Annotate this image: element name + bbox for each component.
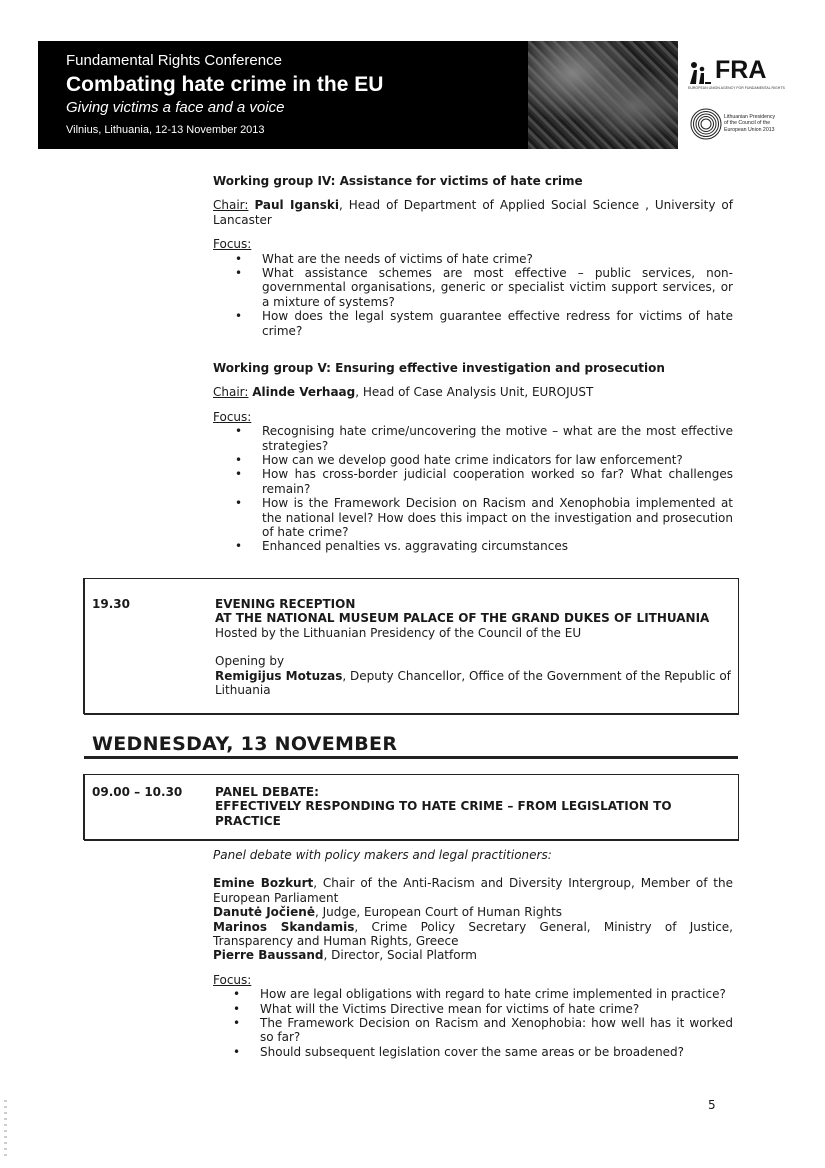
day-heading: WEDNESDAY, 13 NOVEMBER xyxy=(92,733,398,755)
banner-text xyxy=(66,51,383,137)
reception-host: Hosted by the Lithuanian Presidency of the Council of the EU xyxy=(215,625,582,640)
conference-name: Fundamental Rights Conference xyxy=(66,52,282,69)
reception-title-2: AT THE NATIONAL MUSEUM PALACE OF THE GRAND DUKES OF LITHUANIA xyxy=(215,611,710,626)
wg5-heading: Working group V: Ensuring effective investigation and prosecution xyxy=(213,361,665,375)
focus-label: Focus: xyxy=(213,409,252,424)
chair-role: , Head of Case Analysis Unit, EUROJUST xyxy=(355,385,594,400)
chair-label: Chair: xyxy=(213,198,249,213)
chair-label: Chair: xyxy=(213,385,249,400)
list-item: • What will the Victims Directive mean for victims of hate crime? xyxy=(260,1002,733,1016)
conference-title: Combating hate crime in the EU xyxy=(66,73,384,96)
list-item: • Recognising hate crime/uncovering the motive – what are the most effective strategies? xyxy=(262,424,733,453)
fra-tagline: EUROPEAN UNION AGENCY FOR FUNDAMENTAL RIGHTS xyxy=(688,86,785,90)
speaker xyxy=(213,876,733,905)
list-item: • How are legal obligations with regard to hate crime implemented in practice? xyxy=(260,987,733,1001)
speaker xyxy=(213,920,733,949)
panel-time: 09.00 – 10.30 xyxy=(92,785,183,799)
list-item: • Enhanced penalties vs. aggravating circumstances xyxy=(262,539,733,553)
fra-logo xyxy=(688,58,798,94)
reception-details xyxy=(215,597,733,697)
chair-role: , Head of Department of Applied Social Science , University of Lancaster xyxy=(213,198,733,227)
opener-name: Remigijus Motuzas xyxy=(215,668,343,683)
speaker xyxy=(213,905,733,919)
list-item: • How does the legal system guarantee effective redress for victims of hate crime? xyxy=(262,309,733,338)
panel-box xyxy=(84,774,739,840)
scan-edge-marks xyxy=(4,1100,7,1160)
working-group-5 xyxy=(213,361,733,554)
panel-title-1: PANEL DEBATE: xyxy=(215,785,319,799)
fra-wordmark: FRA xyxy=(715,56,767,84)
speaker-role: , Director, Social Platform xyxy=(323,948,477,963)
reception-box xyxy=(84,578,739,714)
panel-intro: Panel debate with policy makers and legal practitioners: xyxy=(213,848,552,862)
speaker-role: , Judge, European Court of Human Rights xyxy=(314,905,563,920)
wg4-focus-list xyxy=(213,252,733,338)
panel-title-2: EFFECTIVELY RESPONDING TO HATE CRIME – FROM LEGISLATION TO PRACTICE xyxy=(215,799,672,828)
conference-banner xyxy=(38,41,678,149)
focus-label: Focus: xyxy=(213,237,252,252)
mosaic-image xyxy=(528,41,678,149)
list-item: • How has cross-border judicial cooperation worked so far? What challenges remain? xyxy=(262,467,733,496)
list-item: • How is the Framework Decision on Racism and Xenophobia implemented at the national level? How does this impact on the investigation and prosecution of hate crime? xyxy=(262,496,733,539)
fra-figure-icon xyxy=(688,60,712,84)
panel-details xyxy=(213,848,733,1059)
opener xyxy=(215,669,733,698)
day-divider xyxy=(84,756,738,759)
list-item: • What assistance schemes are most effective – public services, non-governmental organisations, generic or specialist victim support services, or a mixture of systems? xyxy=(262,266,733,309)
conference-subtitle: Giving victims a face and a voice xyxy=(66,99,285,116)
speaker-name: Danutė Jočienė xyxy=(213,905,315,920)
focus-label: Focus: xyxy=(213,972,252,987)
presidency-logo xyxy=(690,108,800,142)
chair-name: Paul Iganski xyxy=(254,198,339,213)
speaker xyxy=(213,948,733,962)
reception-time: 19.30 xyxy=(92,597,130,611)
panel-focus-list xyxy=(213,987,733,1059)
wg4-heading: Working group IV: Assistance for victims of hate crime xyxy=(213,174,583,188)
speaker-name: Emine Bozkurt xyxy=(213,876,314,891)
speaker-name: Marinos Skandamis xyxy=(213,919,355,934)
conference-location: Vilnius, Lithuania, 12-13 November 2013 xyxy=(66,124,265,136)
speaker-name: Pierre Baussand xyxy=(213,948,324,963)
reception-title-1: EVENING RECEPTION xyxy=(215,597,356,611)
speaker-role: , Chair of the Anti-Racism and Diversity Intergroup, Member of the European Parliament xyxy=(213,876,733,905)
wg4-chair xyxy=(213,198,733,227)
working-group-4 xyxy=(213,174,733,338)
chair-name: Alinde Verhaag xyxy=(252,385,356,400)
list-item: • The Framework Decision on Racism and Xenophobia: how well has it worked so far? xyxy=(260,1016,733,1045)
wg5-chair xyxy=(213,385,733,399)
list-item: • What are the needs of victims of hate crime? xyxy=(262,252,733,266)
panel-title xyxy=(215,785,733,828)
opener-role: , Deputy Chancellor, Office of the Government of the Republic of Lithuania xyxy=(215,668,731,698)
page-number: 5 xyxy=(708,1098,716,1112)
list-item: • Should subsequent legislation cover the same areas or be broadened? xyxy=(260,1045,733,1059)
speaker-role: , Crime Policy Secretary General, Ministry of Justice, Transparency and Human Rights, Greece xyxy=(213,919,733,949)
list-item: • How can we develop good hate crime indicators for law enforcement? xyxy=(262,453,733,467)
wg5-focus-list xyxy=(213,424,733,554)
opening-label: Opening by xyxy=(215,654,285,669)
presidency-circle-icon xyxy=(690,108,722,140)
presidency-text: Lithuanian Presidency of the Council of the European Union 2013 xyxy=(724,114,776,133)
